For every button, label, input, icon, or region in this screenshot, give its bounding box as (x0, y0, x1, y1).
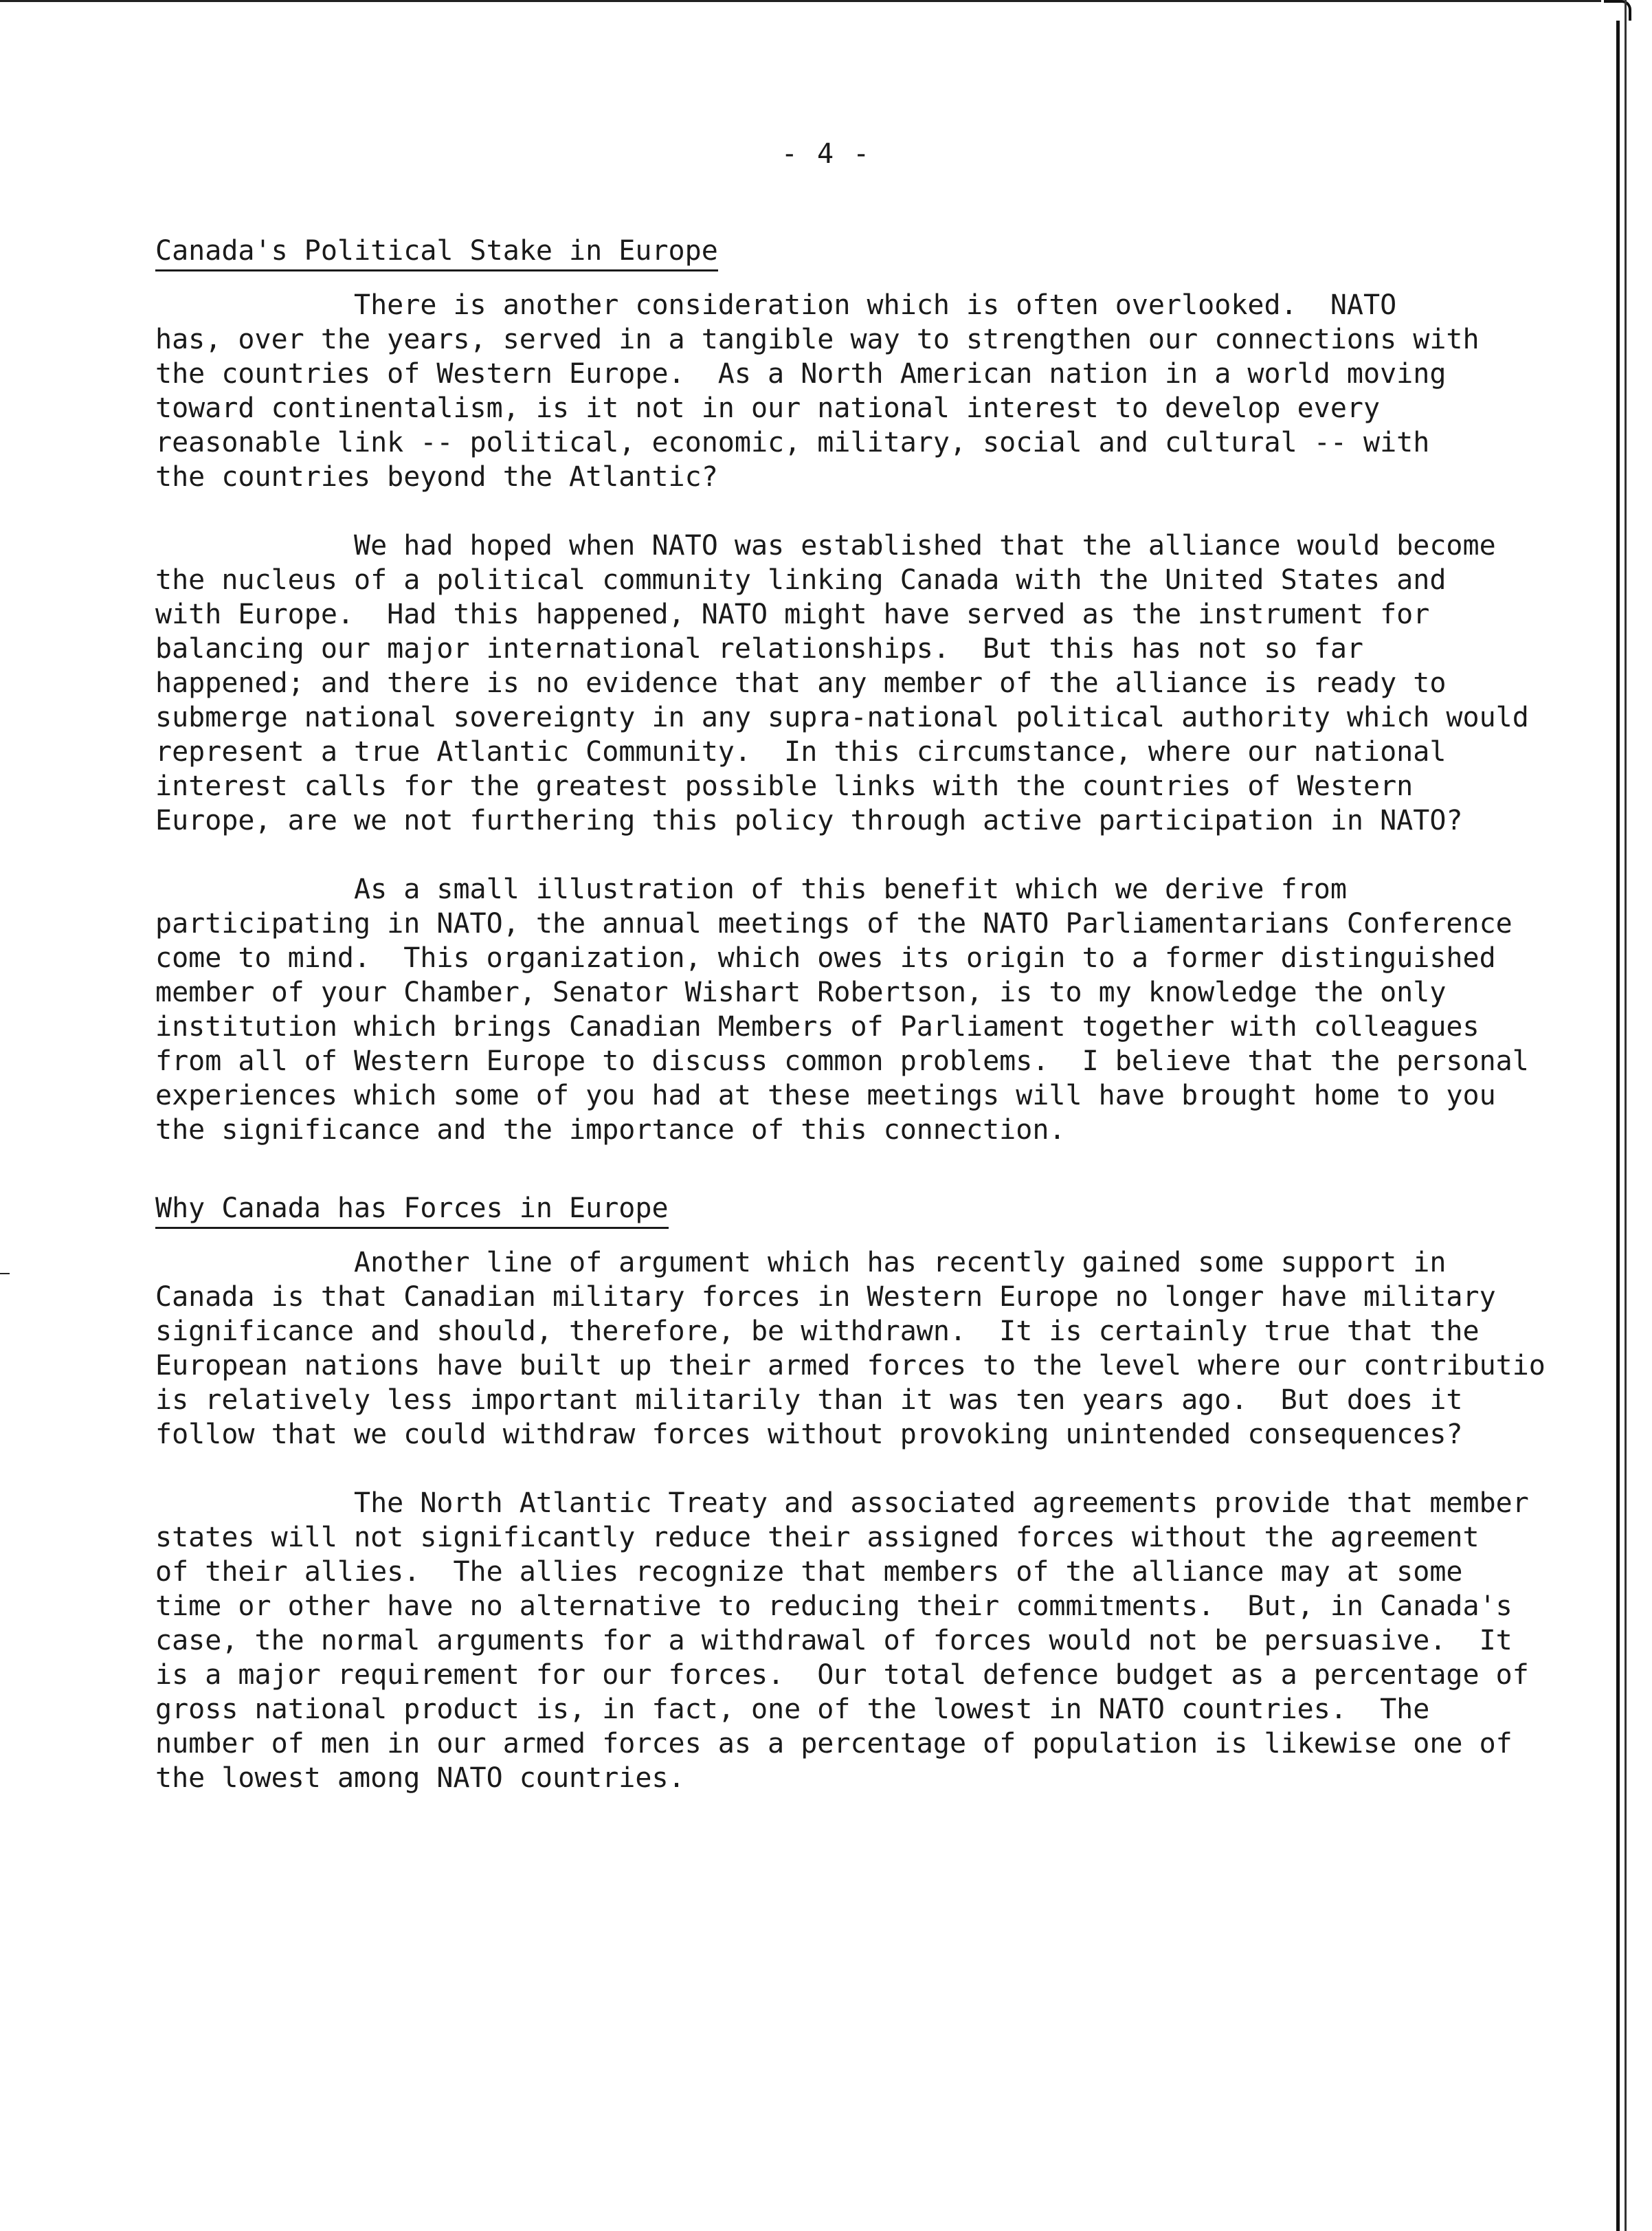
binding-edge (1604, 0, 1652, 2231)
document-body (155, 234, 1585, 1795)
section-political-stake (155, 234, 1585, 1147)
section-heading: Why Canada has Forces in Europe (155, 1191, 669, 1229)
paragraph: As a small illustration of this benefit which we derive from participating in NATO, the annual meetings of the NATO Parliamentarians Conference come to mind. This organization, which owes its origin to a former distinguished member of your Chamber, Senator Wishart Robertson, is to my knowledge the only institution which brings Canadian Members of Parliament together with colleagues from all of Western Europe to discuss common problems. I believe that the personal experiences which some of you had at these meetings will have brought home to you the significance and the importance of this connection. (155, 874, 1529, 1146)
binding-line-outer (1616, 21, 1620, 2231)
paragraph: Another line of argument which has recently gained some support in Canada is that Canadian military forces in Western Europe no longer have military significance and should, therefore, be withdrawn. It is certainly true that the European nations have built up their armed forces to the level where our contributio is relatively less important militarily than it was ten years ago. But does it follow that we could withdraw forces without provoking unintended consequences? (155, 1247, 1545, 1450)
page-number: - 4 - (781, 138, 871, 170)
scan-top-rule (0, 0, 1601, 2)
paragraph: We had hoped when NATO was established that the alliance would become the nucleus of a political community linking Canada with the United States and with Europe. Had this happened, NATO might have served as the instrument for balancing our major international relationships. But this has not so far happened; and there is no evidence that any member of the alliance is ready to submerge national sovereignty in any supra-national political authority which would represent a true Atlantic Community. In this circumstance, where our national interest calls for the greatest possible links with the countries of Western Europe, are we not furthering this policy through active participation in NATO? (155, 530, 1529, 836)
paragraph: The North Atlantic Treaty and associated agreements provide that member states will not significantly reduce their assigned forces without the agreement of their allies. The allies recognize that members of the alliance may at some time or other have no alternative to reducing their commitments. But, in Canada's case, the normal arguments for a withdrawal of forces would not be persuasive. It is a major requirement for our forces. Our total defence budget as a percentage of gross national product is, in fact, one of the lowest in NATO countries. The number of men in our armed forces as a percentage of population is likewise one of the lowest among NATO countries. (155, 1487, 1529, 1794)
section-heading: Canada's Political Stake in Europe (155, 234, 718, 271)
paragraph: There is another consideration which is often overlooked. NATO has, over the years, served in a tangible way to strengthen our connections with the countries of Western Europe. As a North American nation in a world moving toward continentalism, is it not in our national interest to develop every reasonable link -- political, economic, military, social and cultural -- with the countries beyond the Atlantic? (155, 289, 1480, 493)
section-forces-in-europe (155, 1191, 1585, 1795)
binding-line-inner (1625, 0, 1627, 2231)
left-margin-tick (0, 1273, 10, 1274)
binding-hook (1604, 0, 1631, 21)
